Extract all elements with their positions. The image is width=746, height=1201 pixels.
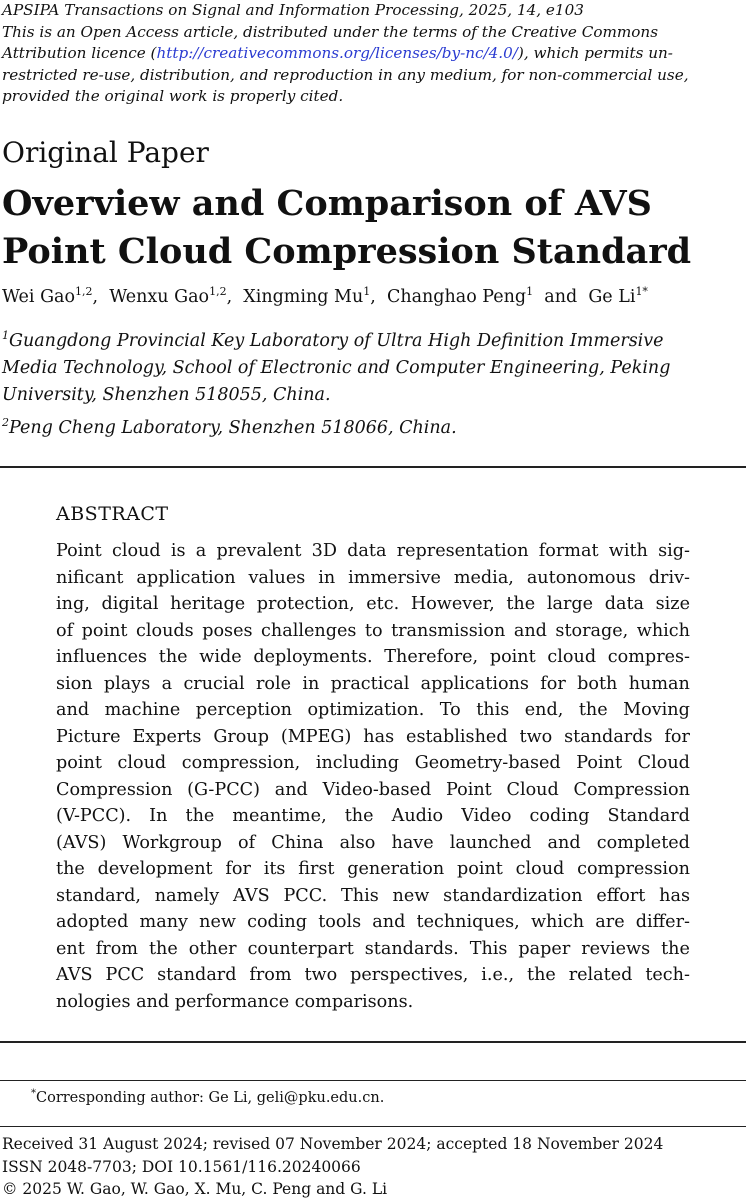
abstract-line: point cloud compression, including Geometry-based Point Cloud [56,753,690,773]
paper-title [2,180,691,276]
abstract-line: the development for its first generation point cloud compression [56,859,690,879]
author-name: Ge Li [588,286,636,307]
abstract-line: and machine perception optimization. To this end, the Moving [56,700,690,720]
abstract-line: ing, digital heritage protection, etc. However, the large data size [56,594,690,614]
copyright: © 2025 W. Gao, W. Gao, X. Mu, C. Peng and G. Li [2,1180,388,1198]
abstract-heading: ABSTRACT [56,503,169,525]
author-name: Wei Gao [2,286,76,307]
journal-header [2,0,744,108]
abstract-line: sion plays a crucial role in practical applications for both human [56,673,690,694]
abstract-line: Point cloud is a prevalent 3D data representation format with sig- [56,541,690,561]
affiliation-1-line-2: Media Technology, School of Electronic and Computer Engineering, Peking [2,357,671,378]
abstract-line: nologies and performance comparisons. [56,991,414,1012]
abstract-line: ent from the other counterpart standards. This paper reviews the [56,938,690,959]
title-line-2: Point Cloud Compression Standard [2,231,692,272]
author-name: Changhao Peng [386,286,527,307]
abstract-line: nificant application values in immersive media, autonomous driv- [56,567,690,588]
author-name: Wenxu Gao [109,286,210,307]
corresponding-author-footnote: *Corresponding author: Ge Li, geli@pku.edu.cn. [31,1088,385,1106]
abstract-line: standard, namely AVS PCC. This new standardization effort has [56,885,690,906]
affiliation-2-line-1: $^2$Peng Cheng Laboratory, Shenzhen 518066, China. [2,415,457,438]
abstract-body [56,538,690,1015]
abstract-bottom-rule [0,1041,746,1043]
license-line-1: This is an Open Access article, distributed under the terms of the Creative Commons [2,22,658,41]
license-line-3: restricted re-use, distribution, and reproduction in any medium, for non-commercial use, [2,65,689,84]
affiliation-1-line-3: University, Shenzhen 518055, China. [2,384,331,405]
paper-type: Original Paper [2,136,209,169]
abstract-line: AVS PCC standard from two perspectives, i.e., the related tech- [56,965,690,985]
license-line-4: provided the original work is properly cited. [2,87,344,105]
author-name: Xingming Mu [243,286,364,307]
abstract-line: Compression (G-PCC) and Video-based Point Cloud Compression [56,779,690,800]
license-line-2: Attribution licence (http://creativecommons.org/licenses/by-nc/4.0/), which permits un- [2,44,673,62]
abstract-line: influences the wide deployments. Therefore, point cloud compres- [56,647,690,667]
abstract-line: of point clouds poses challenges to transmission and storage, which [56,620,690,641]
affiliation-1-line-1: $^1$Guangdong Provincial Key Laboratory of Ultra High Definition Immersive [2,329,664,351]
abstract-line: Picture Experts Group (MPEG) has established two standards for [56,726,690,747]
author-affil-sup: 1 [363,285,371,298]
abstract-top-rule [0,466,746,468]
affiliations [2,322,744,442]
abstract-line: adopted many new coding tools and techniques, which are differ- [56,912,690,932]
title-line-1: Overview and Comparison of AVS [2,183,652,224]
bottom-rule [0,1126,746,1127]
author-affil-sup: 1* [635,285,648,298]
author-affil-sup: 1,2 [75,285,93,298]
license-link[interactable]: http://creativecommons.org/licenses/by-nc/4.0/ [156,44,518,62]
author-list: Wei Gao$^{1,2}$, Wenxu Gao$^{1,2}$, Xingming Mu$^1$, Changhao Peng$^1$ and Ge $Li^{1*}$ [2,285,648,307]
footnote-rule [0,1080,746,1081]
abstract-line: (AVS) Workgroup of China also have launched and completed [56,832,690,853]
received-dates: Received 31 August 2024; revised 07 November 2024; accepted 18 November 2024 [2,1135,664,1153]
journal-citation: APSIPA Transactions on Signal and Information Processing, 2025, 14, e103 [2,1,584,19]
abstract-line: (V-PCC). In the meantime, the Audio Video coding Standard [56,806,690,826]
author-affil-sup: 1,2 [209,285,227,298]
author-affil-sup: 1 [526,285,534,298]
issn-doi: ISSN 2048-7703; DOI 10.1561/116.20240066 [2,1157,361,1176]
publication-info [2,1133,663,1201]
